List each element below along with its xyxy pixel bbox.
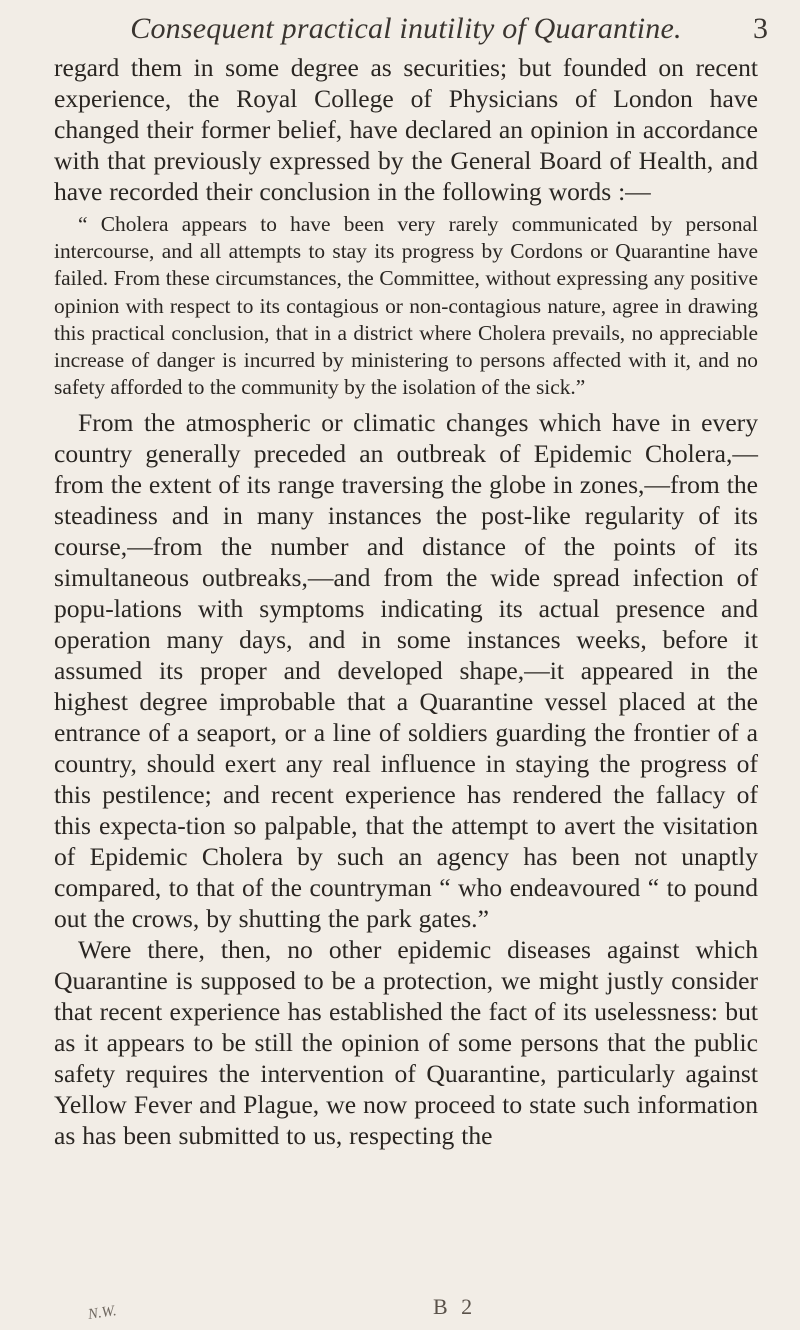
paragraph-epidemic: Were there, then, no other epidemic diseases against which Quarantine is supposed to be a protection, we might justly consider that recent experience has established the fact of its uselessness: but as it appears to be still the opinion of some persons that the public safety requires the intervention of Quarantine, particularly against Yellow Fever and Plague, we now proceed to state such information as has been submitted to us, respecting the — [54, 935, 758, 1151]
signature-mark: B 2 — [433, 1294, 477, 1319]
text-block — [54, 52, 758, 1151]
quotation: “ Cholera appears to have been very rarely communicated by personal intercourse, and all attempts to stay its progress by Cordons or Quarantine have failed. From these circumstances, the Committee, without expressing any positive opinion with respect to its contagious or non-contagious nature, agree in drawing this practical conclusion, that in a district where Cholera prevails, no appreciable increase of danger is incurred by ministering to persons affected with it, and no safety afforded to the community by the isolation of the sick.” — [54, 212, 758, 400]
paragraph-atmospheric: From the atmospheric or climatic changes which have in every country generally preceded an outbreak of Epidemic Cholera,—from the extent of its range traversing the globe in zones,—from the steadiness and in many instances the post-like regularity of its course,—from the number and distance of the points of its simultaneous outbreaks,—and from the wide spread infection of popu-lations with symptoms indicating its actual presence and operation many days, and in some instances weeks, before it assumed its proper and developed shape,—it appeared in the highest degree improbable that a Quarantine vessel placed at the entrance of a seaport, or a line of soldiers guarding the frontier of a country, should exert any real influence in staying the progress of this pestilence; and recent experience has rendered the fallacy of this expecta-tion so palpable, that the attempt to avert the visitation of Epidemic Cholera by such an agency has been not unaptly compared, to that of the countryman “ who endeavoured “ to pound out the crows, by shutting the park gates.” — [54, 408, 758, 934]
paragraph-opening: regard them in some degree as securities; but founded on recent experience, the Royal College of Physicians of London have changed their former belief, have declared an opinion in accordance with that previously expressed by the General Board of Health, and have recorded their conclusion in the following words :— — [54, 53, 758, 206]
handwritten-mark: N.W. — [86, 1303, 118, 1323]
running-head — [54, 0, 768, 52]
running-title: Consequent practical inutility of Quarantine. — [130, 12, 682, 45]
page-footer — [86, 1294, 760, 1323]
page-number: 3 — [753, 12, 768, 45]
